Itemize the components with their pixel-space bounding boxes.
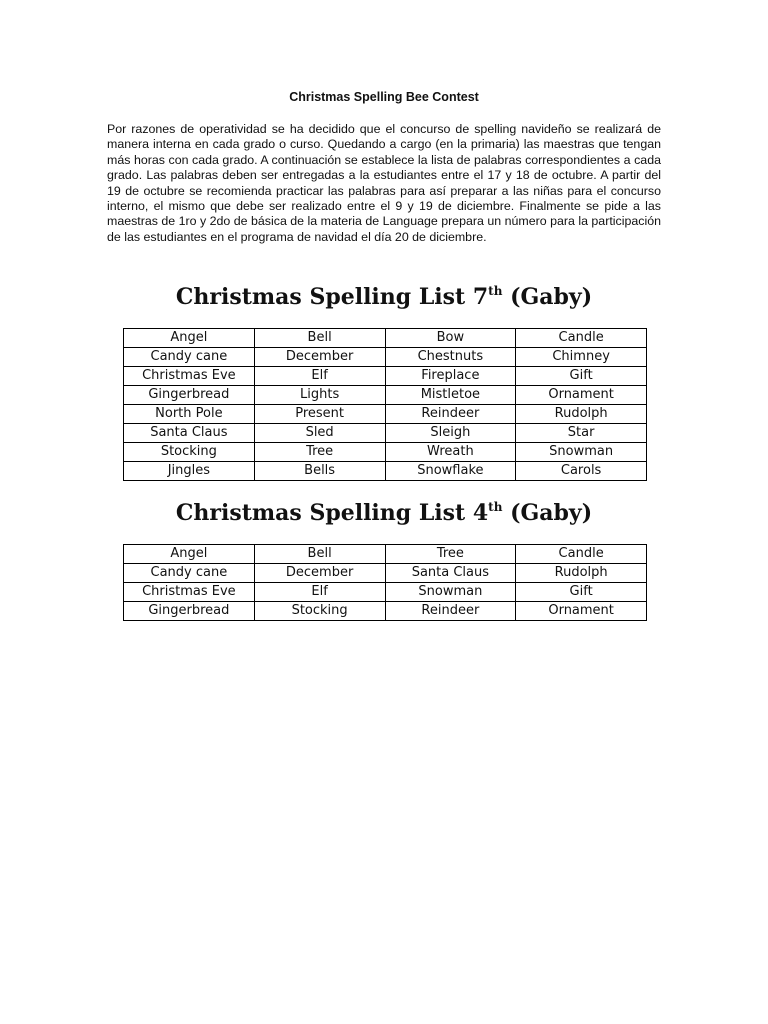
word-cell: Tree [385,545,516,564]
word-cell: Rudolph [516,564,647,583]
word-cell: Bow [385,329,516,348]
word-cell: December [254,348,385,367]
word-cell: Mistletoe [385,386,516,405]
table-row [124,602,647,621]
word-cell: Reindeer [385,405,516,424]
list-7-table [123,328,647,481]
word-cell: Candy cane [124,564,255,583]
word-cell: Fireplace [385,367,516,386]
word-cell: Elf [254,583,385,602]
word-cell: Ornament [516,602,647,621]
word-cell: Stocking [254,602,385,621]
word-cell: December [254,564,385,583]
table-row [124,386,647,405]
word-cell: Carols [516,462,647,481]
word-cell: Lights [254,386,385,405]
list-4-heading-suffix: (Gaby) [502,500,593,526]
word-cell: Gingerbread [124,386,255,405]
list-4-heading-prefix: Christmas Spelling List 4 [175,500,489,526]
word-cell: Sled [254,424,385,443]
word-cell: Santa Claus [385,564,516,583]
word-cell: Reindeer [385,602,516,621]
word-cell: Chestnuts [385,348,516,367]
word-cell: Gift [516,367,647,386]
word-cell: Gift [516,583,647,602]
document-title: Christmas Spelling Bee Contest [289,90,479,104]
word-cell: Snowman [385,583,516,602]
word-cell: Gingerbread [124,602,255,621]
word-cell: Sleigh [385,424,516,443]
table-row [124,545,647,564]
word-cell: Present [254,405,385,424]
word-cell: Angel [124,545,255,564]
word-cell: Christmas Eve [124,583,255,602]
word-cell: Bell [254,329,385,348]
list-4-heading-ordinal: th [488,499,503,514]
table-row [124,348,647,367]
table-row [124,583,647,602]
word-cell: Elf [254,367,385,386]
list-7-heading-suffix: (Gaby) [502,284,593,310]
table-row [124,424,647,443]
word-cell: Wreath [385,443,516,462]
table-row [124,329,647,348]
word-cell: Snowman [516,443,647,462]
list-7-heading-ordinal: th [488,283,503,298]
table-row [124,405,647,424]
word-cell: North Pole [124,405,255,424]
word-cell: Star [516,424,647,443]
word-cell: Rudolph [516,405,647,424]
word-cell: Candle [516,545,647,564]
word-cell: Tree [254,443,385,462]
word-cell: Candle [516,329,647,348]
word-cell: Stocking [124,443,255,462]
table-row [124,367,647,386]
word-cell: Jingles [124,462,255,481]
word-cell: Christmas Eve [124,367,255,386]
word-cell: Angel [124,329,255,348]
word-cell: Snowflake [385,462,516,481]
table-row [124,564,647,583]
word-cell: Bells [254,462,385,481]
list-7-heading-prefix: Christmas Spelling List 7 [175,284,489,310]
table-row [124,443,647,462]
list-4-heading [0,498,768,528]
list-4-table [123,544,647,621]
word-cell: Santa Claus [124,424,255,443]
intro-paragraph: Por razones de operatividad se ha decidido que el concurso de spelling navideño se realizará de manera interna en cada grado o curso. Quedando a cargo (en la primaria) las maestras que tengan más horas con cada grado. A continuación se establece la lista de palabras correspondientes a cada grado. Las palabras deben ser entregadas a la estudiantes entre el 17 y 18 de octubre. A partir del 19 de octubre se recomienda practicar las palabras para así preparar a las niñas para el concurso interno, el mismo que debe ser realizado entre el 9 y 19 de diciembre. Finalmente se pide a las maestras de 1ro y 2do de básica de la materia de Language prepara un número para la participación de las estudiantes en el programa de navidad el día 20 de diciembre. [107,122,661,244]
word-cell: Chimney [516,348,647,367]
table-row [124,462,647,481]
word-cell: Ornament [516,386,647,405]
word-cell: Candy cane [124,348,255,367]
list-7-heading [0,282,768,312]
word-cell: Bell [254,545,385,564]
